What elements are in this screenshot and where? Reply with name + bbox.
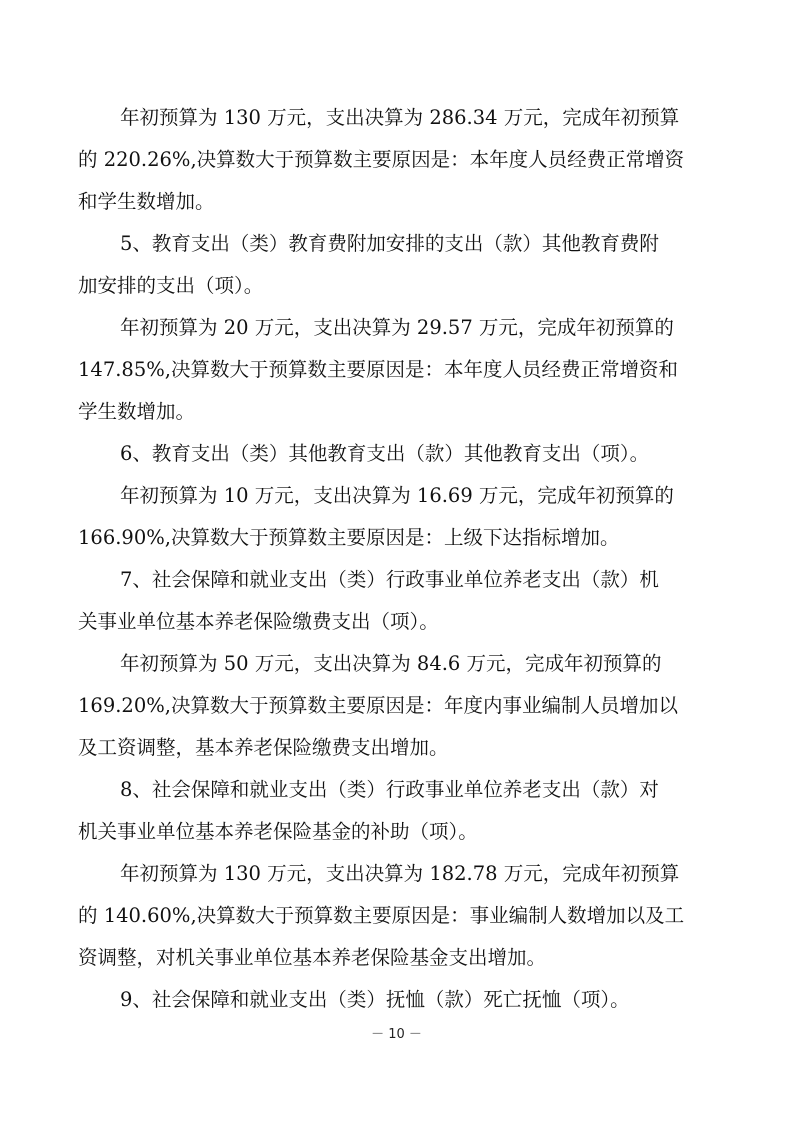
paragraph-line-1: 年初预算为 130 万元，支出决算为 286.34 万元，完成年初预算 — [120, 106, 680, 129]
paragraph-line-20: 的 140.60%,决算数大于预算数主要原因是：事业编制人数增加以及工 — [78, 904, 685, 927]
paragraph-line-10: 年初预算为 10 万元，支出决算为 16.69 万元，完成年初预算的 — [120, 484, 674, 507]
paragraph-line-17: 8、社会保障和就业支出（类）行政事业单位养老支出（款）对 — [120, 778, 659, 801]
paragraph-line-13: 关事业单位基本养老保险缴费支出（项）。 — [78, 610, 439, 633]
paragraph-line-8: 学生数增加。 — [78, 400, 196, 423]
paragraph-line-15: 169.20%,决算数大于预算数主要原因是：年度内事业编制人员增加以 — [78, 694, 678, 717]
paragraph-line-5: 加安排的支出（项）。 — [78, 274, 264, 297]
paragraph-line-9: 6、教育支出（类）其他教育支出（款）其他教育支出（项）。 — [120, 442, 650, 465]
paragraph-line-14: 年初预算为 50 万元，支出决算为 84.6 万元，完成年初预算的 — [120, 652, 662, 675]
paragraph-line-11: 166.90%,决算数大于预算数主要原因是：上级下达指标增加。 — [78, 526, 620, 549]
paragraph-line-21: 资调整，对机关事业单位基本养老保险基金支出增加。 — [78, 946, 547, 969]
paragraph-line-19: 年初预算为 130 万元，支出决算为 182.78 万元，完成年初预算 — [120, 862, 680, 885]
paragraph-line-4: 5、教育支出（类）教育费附加安排的支出（款）其他教育费附 — [120, 232, 659, 255]
page-number: － 10 － — [371, 1027, 422, 1042]
paragraph-line-7: 147.85%,决算数大于预算数主要原因是：本年度人员经费正常增资和 — [78, 358, 678, 381]
paragraph-line-3: 和学生数增加。 — [78, 190, 215, 213]
paragraph-line-16: 及工资调整，基本养老保险缴费支出增加。 — [78, 736, 449, 759]
paragraph-line-18: 机关事业单位基本养老保险基金的补助（项）。 — [78, 820, 478, 843]
paragraph-line-6: 年初预算为 20 万元，支出决算为 29.57 万元，完成年初预算的 — [120, 316, 674, 339]
paragraph-line-22: 9、社会保障和就业支出（类）抚恤（款）死亡抚恤（项）。 — [120, 988, 630, 1011]
paragraph-line-2: 的 220.26%,决算数大于预算数主要原因是：本年度人员经费正常增资 — [78, 148, 685, 171]
paragraph-line-12: 7、社会保障和就业支出（类）行政事业单位养老支出（款）机 — [120, 568, 659, 591]
